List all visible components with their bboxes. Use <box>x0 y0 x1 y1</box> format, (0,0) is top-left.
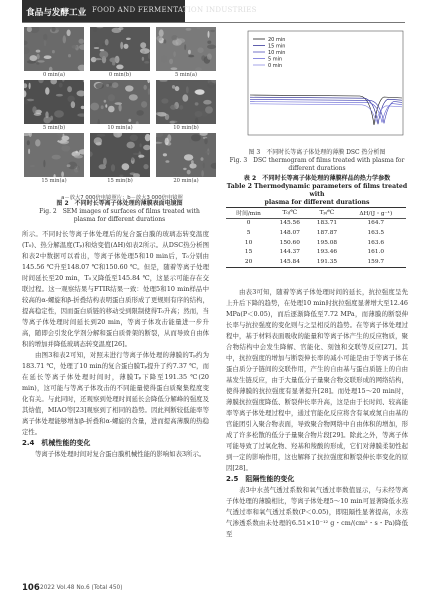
table-2-title-cn: 表 2 不同时长等离子体处理的薄膜样品的热力学参数 <box>243 175 391 182</box>
table-2-title <box>226 175 408 207</box>
sem-micrograph <box>24 27 84 71</box>
journal-name-en: FOOD AND FERMENTATION INDUSTRIES <box>92 6 257 14</box>
table-cell: 144.37 <box>279 249 300 256</box>
table-cell: 163.5 <box>367 229 385 236</box>
figure-3-caption <box>226 149 408 174</box>
figure-2-sem-grid <box>22 27 212 190</box>
table-cell: 183.71 <box>316 220 338 227</box>
figure-2-scale-note: a－放大7 000倍电镜照片；b－放大3 000倍电镜照 <box>61 195 183 201</box>
sem-panel-label: 0 min(a) <box>42 72 65 78</box>
legend-label: 5 min <box>268 56 283 63</box>
legend-label: 15 min <box>268 43 286 50</box>
legend-label: 10 min <box>268 49 286 56</box>
legend-label: 0 min <box>268 62 283 69</box>
table-cell: 10 <box>244 239 253 246</box>
table-cell: 150.60 <box>279 239 300 246</box>
table-row <box>226 218 406 228</box>
right-column-text <box>226 287 408 540</box>
journal-name-cn: 食品与发酵工业 <box>26 8 87 18</box>
table-header-row <box>226 208 406 219</box>
header-divider <box>22 22 405 23</box>
paragraph: 等离子体处理时间对复合蛋白膜机械性能的影响如表3所示。 <box>35 450 206 458</box>
sem-micrograph <box>24 80 84 124</box>
sem-micrograph <box>24 133 84 177</box>
sem-micrograph <box>156 133 216 177</box>
table-cell: 145.84 <box>279 258 300 265</box>
sem-micrograph <box>90 27 150 71</box>
figure-2-caption-en-2: plasma for different durations <box>73 216 166 224</box>
table-cell: 191.35 <box>316 258 338 265</box>
table-header-cell: ΔH/(J・g⁻¹) <box>359 211 393 218</box>
table-row <box>226 257 406 267</box>
table-cell: 163.6 <box>367 239 385 246</box>
issue-info: 2022 Vol.48 No.6 (Total 450) <box>40 585 123 591</box>
table-cell: 5 <box>246 229 251 236</box>
sem-micrograph <box>156 27 216 71</box>
figure-2-caption-cn: 图 2 不同时长等离子体处理的薄膜表面电镜图 <box>56 200 183 207</box>
table-2-title-en-2: plasma for different durations <box>264 199 370 206</box>
sem-panel-label: 20 min(a) <box>173 178 199 184</box>
sem-micrograph <box>90 133 150 177</box>
figure-2-caption <box>22 200 217 225</box>
paragraph: 所示。不同时长等离子体处理后的复合蛋白膜的玻璃态转变温度(T₀)、热分解温度(Tₚ)和焓变值(ΔH)如表2所示。从DSC热分析图和表2中数据可以看出，等离子体处理5和10 min后，T₀分别由145.56 ℃升至148.07 ℃和150.60 ℃。但是，随着等离子处理时间延长至20 min，T₀又降低至145.84 ℃，这显示可能存在交联过程。这一观察结果与FTIR结果一致：处理5和10 min样品中较高的α-螺旋和β-折叠结构表明蛋白质形成了更规则有序的结构，提高稳定性，因而蛋白质链的移动受到限制使得T₀升高；然而，当等离子体处理时间延长到20 min，等离子体攻击能量进一步升高，随即会引发化学剂分解和蛋白质骨架的断裂，从而导致自由体积的增加并降低玻璃态转变温度[26]。 <box>22 230 209 348</box>
sem-micrograph <box>90 80 150 124</box>
sem-panel-label: 10 min(a) <box>107 125 133 131</box>
left-column-text <box>22 229 209 460</box>
sem-panel-label: 5 min(b) <box>42 125 66 131</box>
figure-3-caption-cn: 图 3 不同时长等离子体处理的薄膜 DSC 热分析图 <box>248 149 386 156</box>
table-row <box>226 228 406 238</box>
paragraph: 由表3可知，随着等离子体处理时间的延长，抗拉强度呈先上升后下降的趋势，在处理10 min时抗拉强度显著增大至12.46 MPa(P＜0.05)，而后逐渐降低至7.72 MPa，而薄膜的断裂伸长率与抗拉强度的变化则与之呈相反的趋势。在等离子体处理过程中，基于材料表面吸收的能量和等离子体产生的反应物质，聚合物结构中会发生降解、官能化、刻蚀和交联等反应[27]。其中，抗拉强度的增加与断裂伸长率的减小可能是由于等离子体在蛋白质分子链间的交联作用，产生的自由基与蛋白质链上的自由基发生链反应，由于大量低分子量聚合物交联形成的网络结构，使得薄膜的抗拉强度有显著提升[28]。而处理15～20 min时，薄膜抗拉强度降低、断裂伸长率升高，这是由于长时间、较高能率等离子体处理过程中，通过官能化反应将含有氧或氮自由基的官能团引入聚合物表面，导致聚合物网络中自由体积的增加，形成了许多松散的低分子量聚合物片段[29]。除此之外，等离子体可能导致了过氧化物、羟基和羧酸的形成，它们对薄膜柔韧性起到一定的影响作用，这也解释了抗拉强度和断裂伸长率变化的原因[28]。 <box>226 288 408 472</box>
figure-2-caption-en-1: Fig. 2 SEM images of surfaces of films treated with <box>39 208 200 216</box>
table-2-title-en-1: Table 2 Thermodynamic parameters of films treated with <box>226 183 408 198</box>
table-cell: 187.87 <box>316 229 338 236</box>
dsc-series-line <box>250 97 402 124</box>
sem-micrograph <box>156 80 216 124</box>
table-cell: 148.07 <box>279 229 300 236</box>
dsc-curves <box>250 95 402 125</box>
legend-label: 20 min <box>268 36 286 43</box>
figure-3-caption-en-1: Fig. 3 DSC thermogram of films treated with plasma for <box>229 157 405 165</box>
paragraph: 由图3和表2可知，对照未进行等离子体处理的薄膜的Tₚ约为183.71 ℃，处理了10 min的复合蛋白膜Tₚ提升了约7.37 ℃，而在延长等离子体处理时间时，薄膜Tₚ下降至191.35 ℃(20 min)，这可能与等离子体攻击的不同能量使得蛋白质聚集程度变化有关。与此同时，还观察到处理时间延长会降低分解峰的强度及其焓值，MIAO等[23]观察到了相同的趋势。因此判断较低能率等离子体处理能够增加β-折叠和α-螺旋的含量，进而提高薄膜的热稳定性。 <box>22 351 209 436</box>
dsc-legend <box>253 37 285 69</box>
table-header-cell: T₀/℃ <box>282 209 298 216</box>
sem-panel-label: 0 min(b) <box>108 72 132 78</box>
table-header-cell: 时间/min <box>236 211 261 218</box>
table-header-cell: Tₚ/℃ <box>319 209 335 216</box>
table-cell: 195.08 <box>316 239 338 246</box>
table-cell: 0 <box>246 220 251 227</box>
sem-panel-label: 15 min(b) <box>107 178 133 184</box>
table-cell: 161.0 <box>367 249 385 256</box>
figure-3-caption-en-2: different durations <box>288 165 346 173</box>
table-cell: 159.7 <box>367 258 385 265</box>
table-cell: 193.46 <box>316 249 338 256</box>
page-number: 106 <box>22 583 40 593</box>
table-cell: 164.7 <box>367 220 385 227</box>
sem-panel-label: 10 min(b) <box>173 125 199 131</box>
sem-panel-label: 15 min(a) <box>41 178 67 184</box>
sem-panel-label: 5 min(a) <box>174 72 197 78</box>
figure-3-dsc-thermogram <box>226 29 406 139</box>
table-cell: 20 <box>244 258 253 265</box>
section-heading: 2.5 阻隔性能的变化 <box>226 475 295 483</box>
section-heading: 2.4 机械性能的变化 <box>22 439 91 447</box>
table-row <box>226 238 406 248</box>
table-cell: 15 <box>244 249 253 256</box>
table-cell: 145.56 <box>279 220 300 227</box>
table-2 <box>226 207 406 268</box>
paragraph: 表3中水蒸气透过系数和氧气透过率数值显示，与未经等离子体处理的薄膜相比，等离子体处理5～10 min可显著降低水蒸气透过率和氧气透过系数(P＜0.05)，即阻隔性显著提高，水蒸气渗透系数由未处理的6.51×10⁻¹² g・cm/(cm²・s・Pa)降低至 <box>226 486 408 538</box>
table-row <box>226 247 406 257</box>
